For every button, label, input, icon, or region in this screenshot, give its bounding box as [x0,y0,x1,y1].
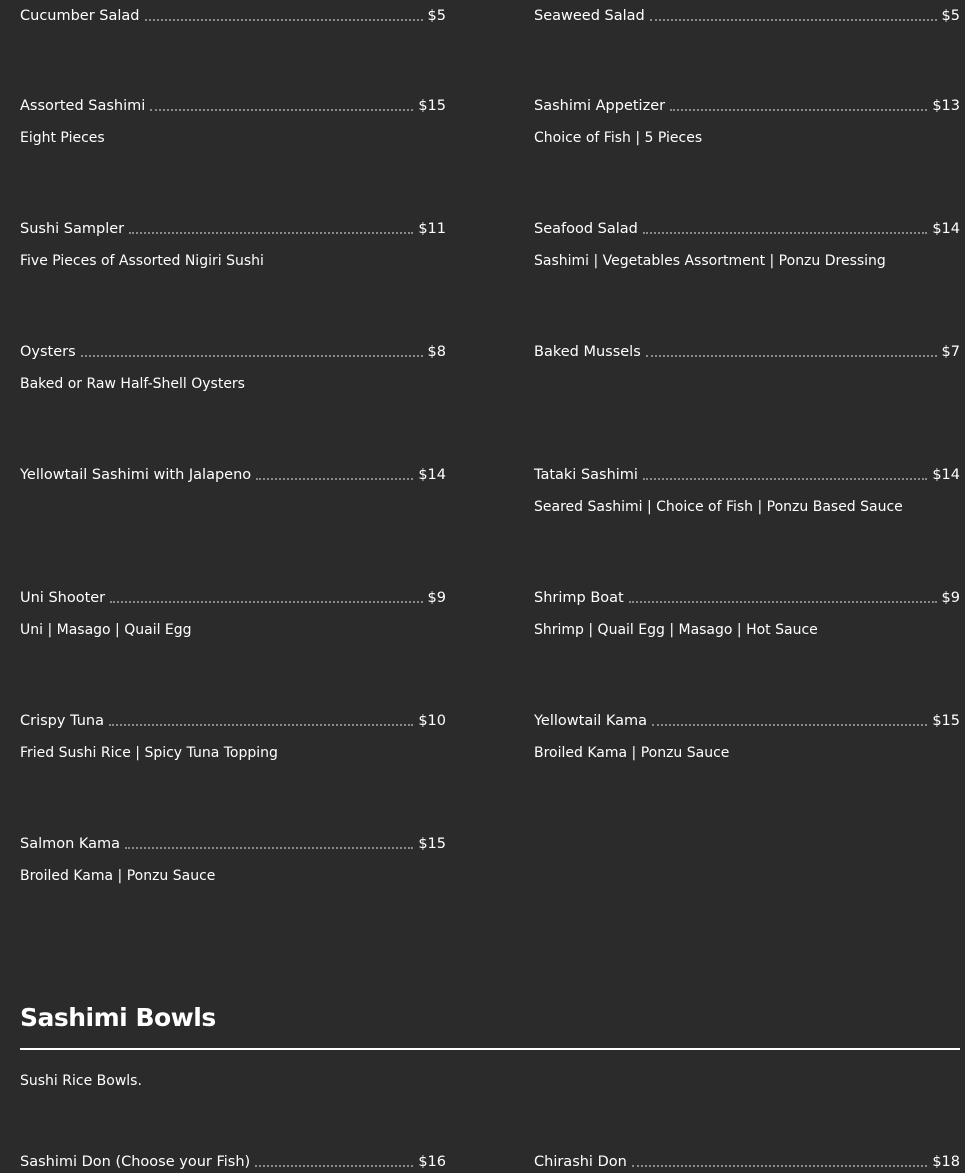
item-name: Sushi Sampler [20,221,125,237]
item-name: Sashimi Appetizer [534,98,666,114]
item-description: Uni | Masago | Quail Egg [20,622,192,638]
dot-leader [670,108,927,111]
menu-item-yellowtail-kama [534,710,960,763]
menu-item-baked-mussels [534,341,960,363]
dot-leader [255,1164,413,1167]
item-price: $18 [932,1154,960,1170]
item-price: $9 [427,590,446,606]
menu-item-shrimp-boat [534,587,960,640]
item-name: Baked Mussels [534,344,641,360]
item-description: Broiled Kama | Ponzu Sauce [534,745,730,761]
menu-item-uni-shooter [20,587,446,640]
item-name: Uni Shooter [20,590,106,606]
item-name: Seaweed Salad [534,8,645,24]
item-description: Broiled Kama | Ponzu Sauce [20,868,216,884]
item-name: Sashimi Don (Choose your Fish) [20,1154,251,1170]
menu-item-sashimi-appetizer [534,95,960,148]
item-price: $7 [941,344,960,360]
item-name: Yellowtail Kama [534,713,648,729]
menu-item-seafood-salad [534,218,960,271]
dot-leader [632,1164,928,1167]
dot-leader [629,600,937,603]
menu-item-yellowtail-sashimi-jalapeno [20,464,446,486]
item-name: Oysters [20,344,76,360]
section-title-sashimi-bowls: Sashimi Bowls [20,1003,216,1032]
item-price: $9 [941,590,960,606]
section-divider [20,1048,960,1050]
dot-leader [145,18,423,21]
dot-leader [646,354,937,357]
item-price: $13 [932,98,960,114]
menu-item-tataki-sashimi [534,464,960,517]
item-price: $15 [418,836,446,852]
dot-leader [150,108,413,111]
menu-item-oysters [20,341,446,394]
item-price: $5 [427,8,446,24]
dot-leader [652,723,927,726]
menu-item-salmon-kama [20,833,446,886]
item-name: Crispy Tuna [20,713,104,729]
menu-item-seaweed-salad [534,5,960,27]
section-description: Sushi Rice Bowls. [20,1073,142,1089]
menu-item-cucumber-salad [20,5,446,27]
dot-leader [81,354,423,357]
item-name: Cucumber Salad [20,8,140,24]
dot-leader [650,18,937,21]
item-price: $5 [941,8,960,24]
item-price: $16 [418,1154,446,1170]
dot-leader [109,723,413,726]
dot-leader [643,231,927,234]
item-price: $15 [932,713,960,729]
item-name: Shrimp Boat [534,590,624,606]
item-description: Shrimp | Quail Egg | Masago | Hot Sauce [534,622,818,638]
item-name: Salmon Kama [20,836,121,852]
item-description: Five Pieces of Assorted Nigiri Sushi [20,253,264,269]
item-name: Chirashi Don [534,1154,627,1170]
menu-item-assorted-sashimi [20,95,446,148]
item-price: $14 [418,467,446,483]
item-description: Sashimi | Vegetables Assortment | Ponzu Dressing [534,253,886,269]
item-name: Assorted Sashimi [20,98,146,114]
dot-leader [256,477,413,480]
item-price: $15 [418,98,446,114]
item-description: Seared Sashimi | Choice of Fish | Ponzu Based Sauce [534,499,903,515]
item-name: Tataki Sashimi [534,467,638,483]
item-price: $14 [932,221,960,237]
item-price: $11 [418,221,446,237]
item-name: Seafood Salad [534,221,638,237]
dot-leader [125,846,413,849]
item-name: Yellowtail Sashimi with Jalapeno [20,467,252,483]
item-description: Eight Pieces [20,130,105,146]
item-price: $10 [418,713,446,729]
menu-item-sushi-sampler [20,218,446,271]
item-description: Fried Sushi Rice | Spicy Tuna Topping [20,745,278,761]
item-description: Choice of Fish | 5 Pieces [534,130,703,146]
menu-item-crispy-tuna [20,710,446,763]
item-price: $8 [427,344,446,360]
dot-leader [643,477,927,480]
item-price: $14 [932,467,960,483]
dot-leader [110,600,422,603]
item-description: Baked or Raw Half-Shell Oysters [20,376,245,392]
dot-leader [129,231,413,234]
